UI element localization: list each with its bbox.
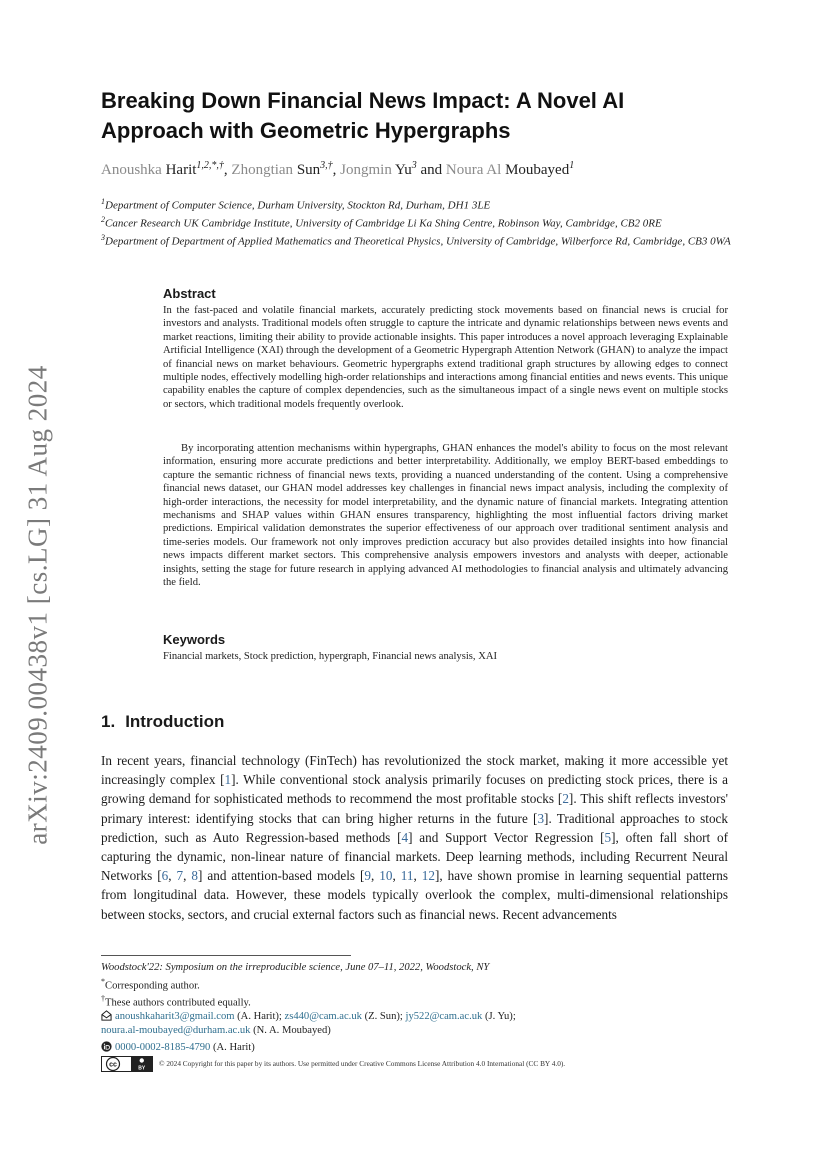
email-link-moubayed[interactable]: noura.al-moubayed@durham.ac.uk (101, 1025, 251, 1036)
keywords-text: Financial markets, Stock prediction, hypergraph, Financial news analysis, XAI (163, 651, 498, 662)
email-link-sun[interactable]: zs440@cam.ac.uk (284, 1011, 362, 1022)
citation-link[interactable]: 6 (161, 868, 169, 884)
citation-link[interactable]: 5 (604, 829, 612, 845)
intro-text: ], often fall short of capturing the dynamic, non-linear nature of financial markets. Deep learning methods, including Recurrent Neural Networks [ (101, 829, 729, 884)
envelope-icon (101, 1010, 112, 1021)
orcid-link[interactable]: 0000-0002-8185-4790 (115, 1042, 211, 1053)
intro-text: , (371, 868, 380, 884)
citation-link[interactable]: 11 (400, 868, 414, 884)
footnote-email-line-2: noura.al-moubayed@durham.ac.uk (N. A. Moubayed) (101, 1025, 331, 1036)
footnote-orcid: 0000-0002-8185-4790 (A. Harit) (101, 1041, 741, 1053)
affiliation-1: $^1$Department of Computer Science, Durham University, Stockton Rd, Durham, DH1 3LE (101, 197, 491, 212)
by-badge-text: BY (138, 1065, 146, 1072)
arxiv-id: arXiv:2409.00438v1 [cs.LG] 31 Aug 2024 (22, 365, 53, 845)
affiliation-3: $^3$Department of Department of Applied Mathematics and Theoretical Physics, University of Cambridge, Wilberforce Rd, Cambridge, CB3 0WA (101, 233, 731, 248)
section-title: Introduction (125, 712, 225, 731)
paper-title (101, 86, 741, 146)
author-list (101, 160, 574, 179)
intro-text: ]. Traditional approaches to stock prediction, such as Auto Regression-based methods [ (101, 810, 728, 845)
footnote-emails: anoushkaharit3@gmail.com (A. Harit); zs440@cam.ac.uk (Z. Sun); jy522@cam.ac.uk (J. Yu); (101, 1010, 741, 1022)
intro-text: , (392, 868, 401, 884)
abstract-paragraph-2: By incorporating attention mechanisms within hypergraphs, GHAN enhances the model's ability to focus on the most relevant information, ensuring more accurate predictions and better interpretability. Additionally, we employ BERT-based embeddings to capture the semantic richness of financial news texts, providing a nuanced understanding of the content. Using a comprehensive financial news dataset, our GHAN model addresses key challenges in financial news impact analysis, including the complexity of high-order interactions, the necessity for model interpretability, and the dynamic nature of financial markets. Integrating attention mechanisms and SHAP values within GHAN ensures transparency, highlighting the most influential factors driving market predictions. Empirical validation demonstrates the superior effectiveness of our approach over traditional sentiment analysis and time-series models. Our framework not only improves prediction accuracy but also provides detailed insights into how financial news impacts different market sectors. This comprehensive analysis empowers investors and analysts with deeper, actionable insights, setting the stage for future research in applying advanced AI methodologies to financial analysis and ultimately advancing the field. (163, 443, 728, 589)
abstract-paragraph-1: In the fast-paced and volatile financial markets, accurately predicting stock movements based on financial news is crucial for investors and analysts. Traditional models often struggle to capture the intricate and dynamic relationships between news events and market reactions, limiting their ability to provide actionable insights. This paper introduces a novel approach leveraging Explainable Artificial Intelligence (XAI) through the development of a Geometric Hypergraph Attention Network (GHAN) to analyze the impact of financial news on market behaviours. Geometric hypergraphs extend traditional graph structures by allowing edges to connect multiple nodes, effectively modelling high-order relationships and interactions among financial entities and news events. This unique capability enables the capture of complex dependencies, such as the simultaneous impact of a single news event on multiple stocks or sectors, which traditional models frequently overlook. (163, 305, 728, 410)
footnote-conference: Woodstock'22: Symposium on the irreproducible science, June 07–11, 2022, Woodstock, NY (101, 962, 490, 973)
intro-text: , (168, 868, 177, 884)
citation-link[interactable]: 1 (224, 772, 232, 788)
title-line-1: Breaking Down Financial News Impact: A Novel AI (101, 88, 625, 113)
introduction-paragraph (101, 751, 728, 924)
intro-text: ] and Support Vector Regression [ (408, 829, 605, 845)
intro-text: ]. This shift reflects investors' primary interest: identifying stocks that can bring higher returns in the future [ (101, 791, 728, 826)
arxiv-stamp (18, 360, 58, 850)
citation-link[interactable]: 2 (562, 791, 569, 807)
citation-link[interactable]: 8 (191, 868, 198, 884)
citation-link[interactable]: 4 (401, 829, 409, 845)
citation-link[interactable]: 9 (364, 868, 372, 884)
footnote-corresponding: *Corresponding author. (101, 977, 200, 992)
title-line-2: Approach with Geometric Hypergraphs (101, 118, 511, 143)
email-link-harit[interactable]: anoushkaharit3@gmail.com (115, 1011, 235, 1022)
affiliation-2: $^2$Cancer Research UK Cambridge Institute, University of Cambridge Li Ka Shing Centre, Robinson Way, Cambridge, CB2 0RE (101, 215, 662, 230)
author-4: Noura Al Moubayed$^1$ (445, 160, 575, 178)
author-3: Jongmin Yu$^3$ and (340, 160, 446, 178)
section-number: 1. (101, 712, 116, 731)
abstract-heading: Abstract (163, 286, 216, 301)
intro-text: , (183, 868, 192, 884)
citation-link[interactable]: 10 (379, 868, 393, 884)
cc-badge-text: cc (109, 1061, 117, 1069)
author-2: Zhongtian Sun$^{3,\dagger}$, (231, 160, 341, 178)
keywords-heading: Keywords (163, 632, 226, 647)
intro-text: ], have shown promise in learning sequential patterns from longitudinal data. However, these models typically overlook the complex, multi-dimensional relationships between stocks, sectors, and crucial external factors such as financial news. Recent advancements (101, 868, 729, 922)
cc-by-license-badge (101, 1056, 153, 1072)
footnote-rule (101, 955, 351, 956)
intro-text: ]. While conventional stock analysis primarily focuses on predicting stock prices, there is a growing demand for sophisticated methods to recommend the most profitable stocks [ (101, 772, 728, 807)
section-heading-introduction (101, 712, 224, 732)
citation-link[interactable]: 3 (537, 810, 545, 826)
intro-text: ] and attention-based models [ (198, 868, 365, 884)
citation-link[interactable]: 7 (176, 868, 184, 884)
intro-text: , (413, 868, 422, 884)
email-link-yu[interactable]: jy522@cam.ac.uk (405, 1011, 483, 1022)
author-1: Anoushka Harit$^{1,2,*,\dagger}$, (101, 160, 232, 178)
orcid-icon (101, 1041, 112, 1052)
intro-text: In recent years, financial technology (FinTech) has revolutionized the stock market, making it more accessible yet increasingly complex [ (101, 753, 728, 788)
citation-link[interactable]: 12 (421, 868, 435, 884)
license-text: © 2024 Copyright for this paper by its authors. Use permitted under Creative Commons License Attribution 4.0 International (CC BY 4.0). (159, 1059, 566, 1068)
footnote-equal-contribution: †These authors contributed equally. (101, 994, 251, 1009)
